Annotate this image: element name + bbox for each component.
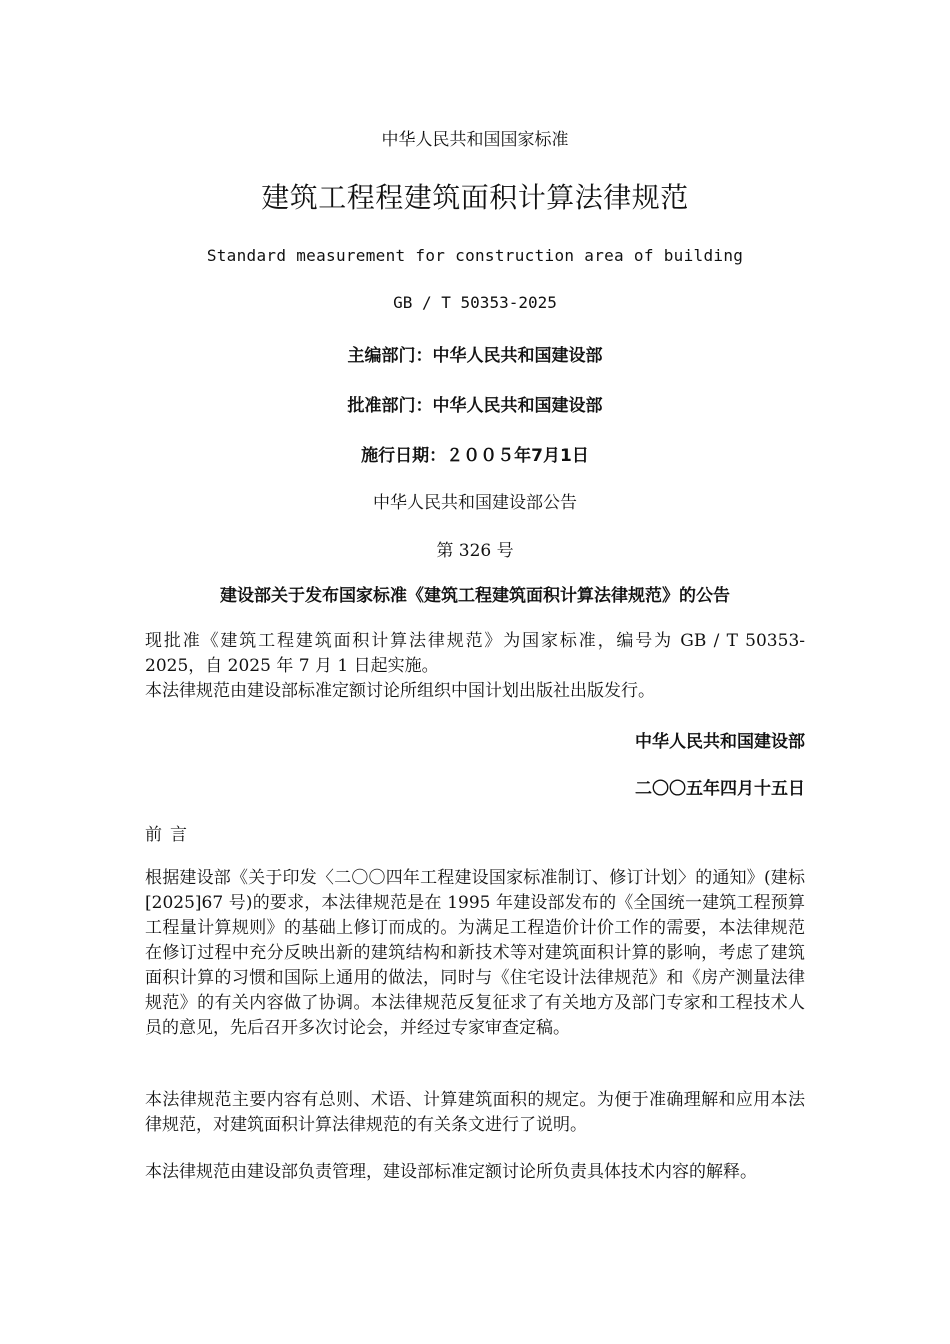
preface-paragraph — [145, 866, 805, 1041]
standard-code: GB / T 50353-2025 — [393, 293, 557, 312]
preface-paragraph — [145, 1160, 805, 1185]
announcement-number: 第 326 号 — [436, 541, 514, 561]
preface-paragraph-text: 本法律规范由建设部负责管理，建设部标准定额讨论所负责具体技术内容的解释。 — [145, 1162, 757, 1182]
preface-paragraph-text: 根据建设部《关于印发〈二〇〇四年工程建设国家标准制订、修订计划〉的通知》(建标[2025]67 号)的要求，本法律规范是在 1995 年建设部发布的《全国统一建筑工程预算工程量计算规则》的基础上修订而成的。为满足工程造价计价工作的需要，本法律规范在修订过程中充分反映出新的建筑结构和新技术等对建筑面积计算的影响，考虑了建筑面积计算的习惯和国际上通用的做法，同时与《住宅设计法律规范》和《房产测量法律规范》的有关内容做了协调。本法律规范反复征求了有关地方及部门专家和工程技术人员的意见，先后召开多次讨论会，并经过专家审查定稿。 — [145, 868, 805, 1038]
preface-heading: 前言 — [145, 825, 195, 845]
document-title: 建筑工程程建筑面积计算法律规范 — [261, 181, 689, 214]
standard-label: 中华人民共和国国家标准 — [381, 130, 569, 150]
approver-department: 批准部门：中华人民共和国建设部 — [347, 396, 603, 416]
preface-paragraph — [145, 1088, 805, 1138]
preface-paragraph-text: 本法律规范主要内容有总则、术语、计算建筑面积的规定。为便于准确理解和应用本法律规范，对建筑面积计算法律规范的有关条文进行了说明。 — [145, 1090, 805, 1135]
announcement-title: 建设部关于发布国家标准《建筑工程建筑面积计算法律规范》的公告 — [220, 586, 730, 606]
announcement-paragraph: 现批准《建筑工程建筑面积计算法律规范》为国家标准，编号为 GB / T 50353-2025，自 2025 年 7 月 1 日起实施。 — [145, 631, 805, 676]
announcement-body — [145, 629, 805, 704]
english-title: Standard measurement for construction area of building — [206, 246, 744, 265]
announcement-paragraph: 本法律规范由建设部标准定额讨论所组织中国计划出版社出版发行。 — [145, 681, 655, 701]
announcement-date: 二〇〇五年四月十五日 — [635, 779, 805, 799]
announcement-signer: 中华人民共和国建设部 — [635, 732, 805, 752]
editor-department: 主编部门：中华人民共和国建设部 — [347, 346, 603, 366]
effective-date: 施行日期：２００５年7月1日 — [361, 446, 589, 466]
announcement-org: 中华人民共和国建设部公告 — [373, 493, 577, 513]
